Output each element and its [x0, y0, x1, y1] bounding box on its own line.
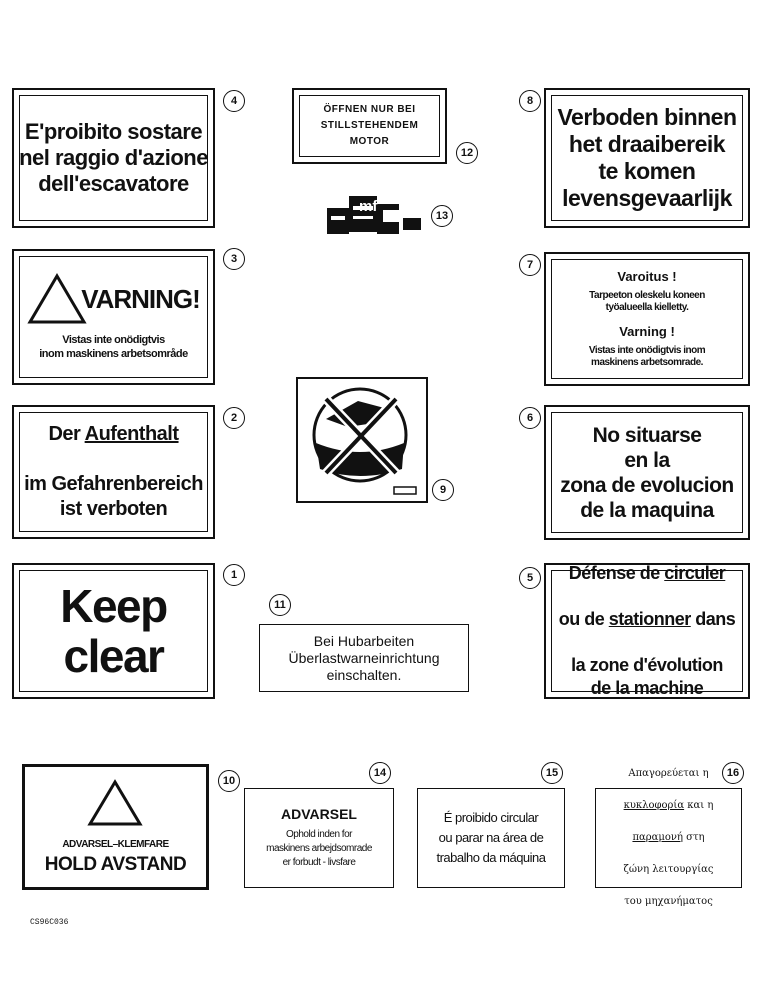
sign-number: 5 — [519, 567, 541, 589]
sign-number: 11 — [269, 594, 291, 616]
sign-norwegian — [22, 764, 209, 890]
sign-danish-heading: ADVARSEL — [281, 806, 357, 822]
warning-triangle-icon — [27, 273, 87, 325]
sign-portuguese — [417, 788, 565, 888]
sign-german-danger-zone: Der Aufenthalt im Gefahrenbereich ist verboten — [12, 405, 215, 539]
sign-swedish-text-2: Vistas inte onödigtvis inom maskinens arbetsomrade. — [588, 345, 706, 368]
sign-swedish-text: Vistas inte onödigtvis inom maskinens arbetsområde — [39, 334, 188, 360]
sign-overload-warning — [259, 624, 469, 692]
sign-swedish — [12, 249, 215, 385]
sign-danish-text: Ophold inden for maskinens arbejdsomrade er forbudt - livsfare — [266, 829, 372, 868]
sign-number: 7 — [519, 254, 541, 276]
sign-number: 8 — [519, 90, 541, 112]
sign-finnish-swedish — [544, 252, 750, 386]
sign-norwegian-line1: ADVARSEL–KLEMFARE — [62, 838, 169, 850]
figure-code: CS96C036 — [30, 918, 69, 927]
sign-number: 13 — [431, 205, 453, 227]
sign-german-motor-text: ÖFFNEN NUR BEI STILLSTEHENDEM MOTOR — [320, 104, 419, 147]
sign-number: 6 — [519, 407, 541, 429]
sign-keep-clear — [12, 563, 215, 699]
sign-french: Défense de circuler ou de stationner dans la zone d'évolution de la machine — [544, 563, 750, 699]
manufacturer-logo: mf — [323, 188, 423, 240]
sign-keep-clear-text: Keep clear — [60, 580, 167, 682]
sign-number: 14 — [369, 762, 391, 784]
sign-number: 4 — [223, 90, 245, 112]
sign-danish — [244, 788, 394, 888]
sign-number: 10 — [218, 770, 240, 792]
no-standing-pictogram — [296, 377, 428, 503]
sign-number: 9 — [432, 479, 454, 501]
sign-portuguese-text: É proibido circular ou parar na área de trabalho da máquina — [436, 810, 546, 865]
sign-number: 12 — [456, 142, 478, 164]
sign-norwegian-line2: HOLD AVSTAND — [44, 853, 187, 875]
sign-finnish-heading: Varoitus ! — [617, 269, 677, 284]
sign-spanish-text: No situarse en la zona de evolucion de la maquina — [560, 423, 734, 522]
no-entry-icon — [298, 379, 426, 501]
sign-italian — [12, 88, 215, 228]
sign-dutch — [544, 88, 750, 228]
sign-overload-text: Bei Hubarbeiten Überlastwarneinrichtung einschalten. — [288, 632, 440, 683]
sign-number: 3 — [223, 248, 245, 270]
sign-number: 1 — [223, 564, 245, 586]
sign-dutch-text: Verboden binnen het draaibereik te komen levensgevaarlijk — [557, 104, 737, 211]
sign-number: 15 — [541, 762, 563, 784]
sign-swedish-heading-2: Varning ! — [619, 324, 675, 339]
sign-finnish-text: Tarpeeton oleskelu koneen työalueella kielletty. — [589, 290, 705, 313]
sign-greek: Απαγορεύεται η κυκλοφορία και η παραμονή στη ζώνη λειτουργίας του μηχανήματος — [595, 788, 742, 888]
sign-italian-text: E'proibito sostare nel raggio d'azione dell'escavatore — [19, 119, 208, 196]
sign-german-motor — [292, 88, 447, 164]
sign-spanish — [544, 405, 750, 540]
sign-swedish-heading: VARNING! — [81, 283, 200, 314]
warning-triangle-icon — [87, 779, 143, 827]
sign-number: 2 — [223, 407, 245, 429]
sign-number: 16 — [722, 762, 744, 784]
